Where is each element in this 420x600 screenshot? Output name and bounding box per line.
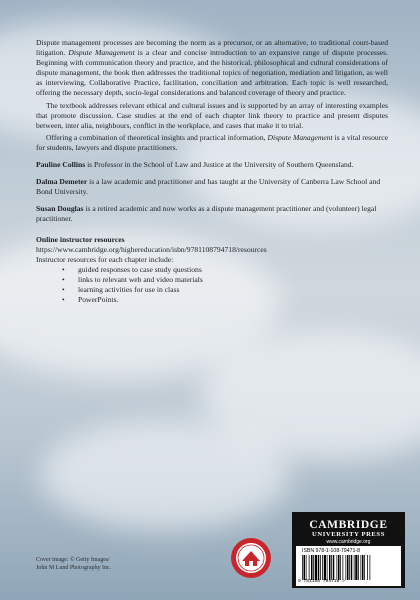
list-item: • links to relevant web and video materials	[78, 275, 388, 285]
resources-url[interactable]: https://www.cambridge.org/highereducation/isbn/9781108794718/resources	[36, 244, 267, 254]
author-bio: Susan Douglas is a retired academic and now works as a dispute management practitioner and (volunteer) legal practitioner.	[36, 204, 377, 224]
cloud	[40, 420, 290, 530]
isbn-label: ISBN 978-1-108-79471-8	[302, 548, 360, 554]
author-name: Pauline Collins	[36, 160, 86, 170]
book-title: Dispute Management	[68, 48, 135, 58]
award-seal-icon	[230, 537, 272, 579]
resources-list	[36, 265, 388, 305]
author-name: Dalma Demeter	[36, 177, 88, 187]
credit-line: Cover image: © Getty Images/	[36, 557, 110, 563]
publisher-press: UNIVERSITY PRESS	[312, 531, 385, 538]
description-paragraph-1: Dispute management processes are becoming the norm as a precursor, or an alternative, to traditional court-based litigation. Dispute Management is a clear and concise introduction to an expansive range of dispute processes. Beginning with communication theory and practice, and the historical, philosophical and cultural considerations of dispute management, the book then addresses the traditional topics of negotiation, mediation and litigation, as well as interviewing, Collaborative Practice, facilitation, conciliation and arbitration. Each topic is well researched, offering the necessary depth, socio-legal considerations and balanced coverage of theory and practice.	[36, 38, 389, 98]
list-item: • PowerPoints.	[78, 295, 388, 305]
author-name: Susan Douglas	[36, 204, 84, 214]
book-title: Dispute Management	[267, 132, 333, 142]
barcode-icon	[302, 555, 395, 580]
publisher-name: CAMBRIDGE	[309, 519, 388, 531]
back-cover-text	[36, 38, 388, 305]
list-item: • learning activities for use in class	[78, 285, 388, 295]
description-paragraph-3: Offering a combination of theoretical insights and practical information, Dispute Management is a vital resource for students, lawyers and dispute practitioners.	[36, 132, 388, 152]
online-resources-title: Online instructor resources	[36, 234, 125, 244]
resources-intro: Instructor resources for each chapter include:	[36, 254, 174, 264]
publisher-url[interactable]: www.cambridge.org	[326, 539, 371, 545]
description-paragraph-2: The textbook addresses relevant ethical and cultural issues and is supported by an array of interesting examples that promote discussion. Case studies at the end of each chapter link theory to practice and present disputes between, inter alia, neighbours, conflict in the workplace, and cases that make it to trial.	[36, 100, 388, 130]
credit-line: John M Lund Photography Inc.	[36, 565, 112, 571]
author-bio: Dalma Demeter is a law academic and practitioner and has taught at the University of Canberra Law School and Bond University.	[36, 177, 381, 197]
barcode-number: 9 781108 794718 >	[298, 579, 345, 584]
publisher-logo	[292, 519, 405, 546]
list-item: • guided responses to case study questions	[78, 265, 388, 275]
barcode-block	[296, 546, 401, 586]
cover-image-credit	[36, 556, 111, 572]
author-bio: Pauline Collins is Professor in the School of Law and Justice at the University of Southern Queensland.	[36, 160, 354, 170]
